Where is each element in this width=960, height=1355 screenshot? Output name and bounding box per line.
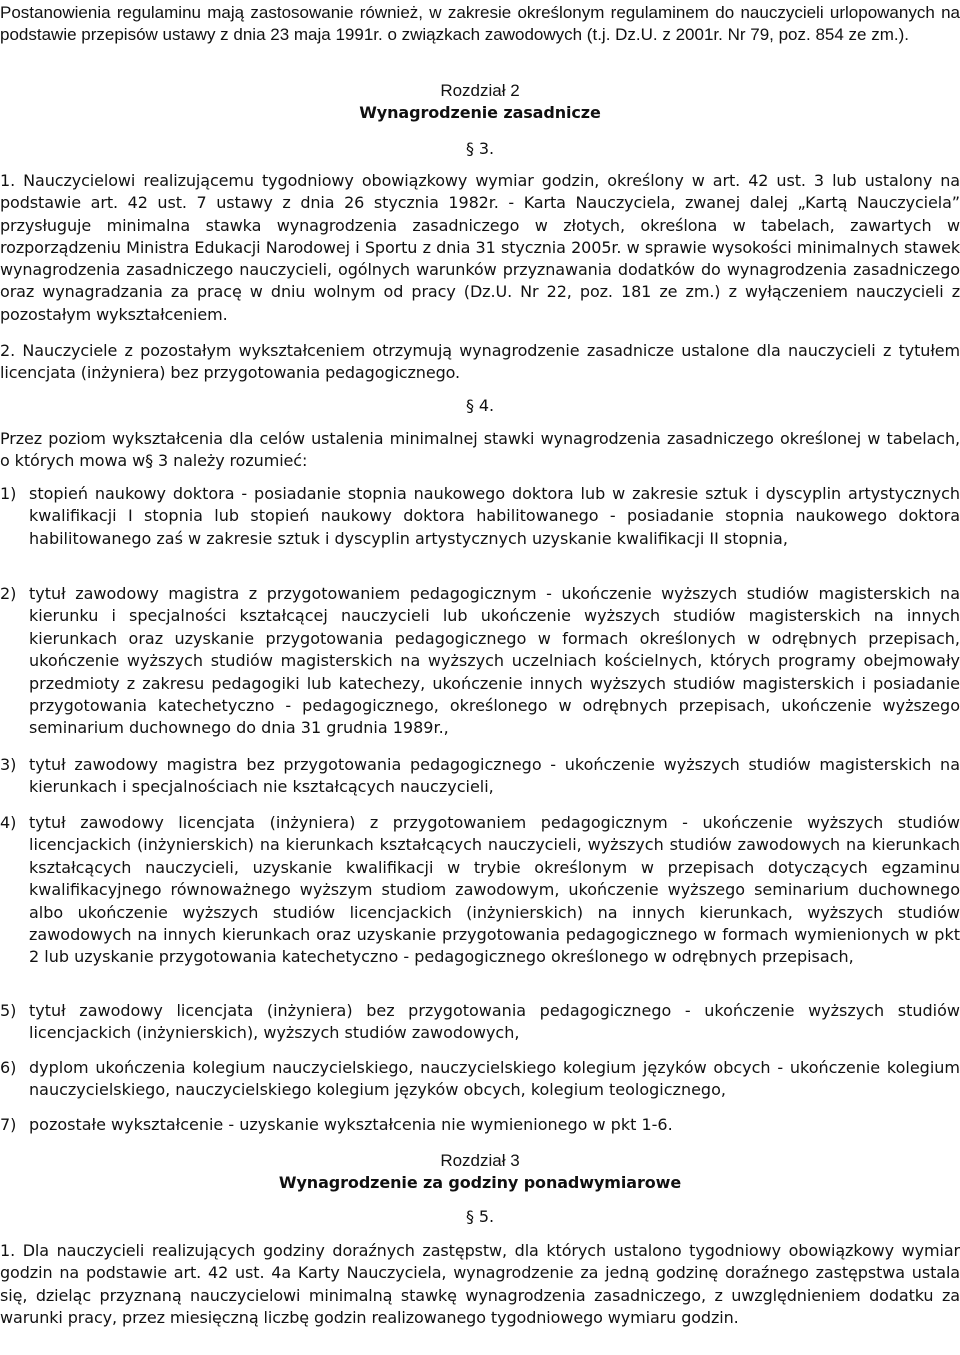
intro-paragraph: Postanowienia regulaminu mają zastosowanie również, w zakresie określonym regulaminem do nauczycieli urlopowanych na podstawie przepisów ustawy z dnia 23 maja 1991r. o związkach zawodowych (t.j. Dz.U. z 2001r. Nr 79, poz. 854 ze zm.). (0, 3, 960, 45)
list-item-number: 1) (0, 484, 17, 503)
chapter-2-title: Wynagrodzenie zasadnicze (359, 103, 601, 122)
chapter-3-title: Wynagrodzenie za godziny ponadwymiarowe (278, 1173, 682, 1192)
list-item-text: tytuł zawodowy magistra bez przygotowania pedagogicznego - ukończenie wyższych studiów magisterskich na kierunkach i specjalnościach nie kształcących nauczycieli, (29, 755, 960, 797)
section-4-intro: Przez poziom wykształcenia dla celów ustalenia minimalnej stawki wynagrodzenia zasadniczego określonej w tabelach, o których mowa w§ 3 należy rozumieć: (0, 429, 960, 471)
list-item (0, 812, 960, 969)
list-item-number: 3) (0, 755, 17, 774)
chapter-2-label: Rozdział 2 (440, 81, 520, 100)
section-3-point-2: 2. Nauczyciele z pozostałym wykształceniem otrzymują wynagrodzenie zasadnicze ustalone dla nauczycieli z tytułem licencjata (inżyniera) bez przygotowania pedagogicznego. (0, 341, 960, 383)
list-item-text: stopień naukowy doktora - posiadanie stopnia naukowego doktora lub w zakresie sztuk i dyscyplin artystycznych kwalifikacji I stopnia lub stopień naukowy doktora habilitowanego - posiadanie stopnia naukowego doktora habilitowanego zaś w zakresie sztuk i dyscyplin artystycznych uzyskanie kwalifikacji II stopnia, (29, 484, 960, 548)
list-item-text: dyplom ukończenia kolegium nauczycielskiego, nauczycielskiego kolegium języków obcych - ukończenie kolegium nauczycielskiego, nauczycielskiego kolegium języków obcych, kolegium teologicznego, (29, 1058, 960, 1100)
chapter-3-label: Rozdział 3 (440, 1151, 520, 1170)
section-3-point-1: 1. Nauczycielowi realizującemu tygodniowy obowiązkowy wymiar godzin, określony w art. 42 ust. 3 lub ustalony na podstawie art. 42 ust. 7 ustawy z dnia 26 stycznia 1982r. - Karta Nauczyciela, zwanej dalej „Kartą Nauczyciela” przysługuje minimalna stawka wynagrodzenia zasadniczego w złotych, określona w tabelach, zawartych w rozporządzeniu Ministra Edukacji Narodowej i Sportu z dnia 31 stycznia 2005r. w sprawie wysokości minimalnych stawek wynagrodzenia zasadniczego nauczycieli, ogólnych warunków przyznawania dodatków do wynagrodzenia zasadniczego oraz wynagradzania za pracę w dniu wolnym od pracy (Dz.U. Nr 22, poz. 181 ze zm.) z wyłączeniem nauczycieli z pozostałym wykształceniem. (0, 171, 960, 324)
list-item-number: 2) (0, 584, 17, 603)
section-5-point-1: 1. Dla nauczycieli realizujących godziny doraźnych zastępstw, dla których ustalono tygodniowy obowiązkowy wymiar godzin na podstawie art. 42 ust. 4a Karty Nauczyciela, wynagrodzenie za jedną godzinę doraźnego zastępstwa ustala się, dzieląc przyznaną nauczycielowi minimalną stawkę wynagrodzenia zasadniczego, z uwzględnieniem dodatku za warunki pracy, przez miesięczną liczbę godzin realizowanego tygodniowego wymiaru godzin. (0, 1241, 960, 1327)
list-item (0, 483, 960, 550)
list-item (0, 754, 960, 799)
list-item (0, 1057, 960, 1102)
list-item-text: tytuł zawodowy licencjata (inżyniera) z przygotowaniem pedagogicznym - ukończenie wyższych studiów licencjackich (inżynierskich) na kierunkach kształcących nauczycieli, wyższych studiów zawodowych na kierunkach kształcących nauczycieli, uzyskanie kwalifikacji w trybie określonym w przepisach dotyczących egzaminu kwalifikacyjnego równoważnego wyższym studiom zawodowym, ukończenie wyższego seminarium duchownego albo ukończenie wyższych studiów licencjackich (inżynierskich) na innych kierunkach, wyższych studiów zawodowych na innych kierunkach oraz uzyskanie przygotowania pedagogicznego w formach wymienionych w pkt 2 lub uzyskanie przygotowania katechetyczno - pedagogicznego określonego w odrębnych przepisach, (29, 813, 960, 967)
list-item (0, 1000, 960, 1045)
list-item-number: 5) (0, 1001, 17, 1020)
section-3-heading: § 3. (466, 139, 494, 158)
section-4-heading: § 4. (466, 396, 494, 415)
list-item-text: tytuł zawodowy magistra z przygotowaniem pedagogicznym - ukończenie wyższych studiów magisterskich na kierunku i specjalności kształcącej nauczycieli lub ukończenie wyższych studiów magisterskich na innych kierunkach oraz uzyskanie przygotowania pedagogicznego w formach określonych w odrębnych przepisach, ukończenie wyższych studiów magisterskich na wyższych uczelniach kościelnych, których programy obejmowały przedmioty z zakresu pedagogiki lub katechezy, ukończenie innych wyższych studiów magisterskich i posiadanie przygotowania katechetyczno - pedagogicznego, określonego w odrębnych przepisach, ukończenie wyższego seminarium duchownego do dnia 31 grudnia 1989r., (29, 584, 960, 738)
list-item (0, 1114, 960, 1136)
list-item-number: 4) (0, 813, 17, 832)
list-item (0, 583, 960, 740)
list-item-number: 7) (0, 1115, 17, 1134)
section-5-heading: § 5. (466, 1207, 494, 1226)
list-item-text: pozostałe wykształcenie - uzyskanie wykształcenia nie wymienionego w pkt 1-6. (29, 1115, 673, 1134)
list-item-number: 6) (0, 1058, 17, 1077)
list-item-text: tytuł zawodowy licencjata (inżyniera) bez przygotowania pedagogicznego - ukończenie wyższych studiów licencjackich (inżynierskich), wyższych studiów zawodowych, (29, 1001, 960, 1043)
